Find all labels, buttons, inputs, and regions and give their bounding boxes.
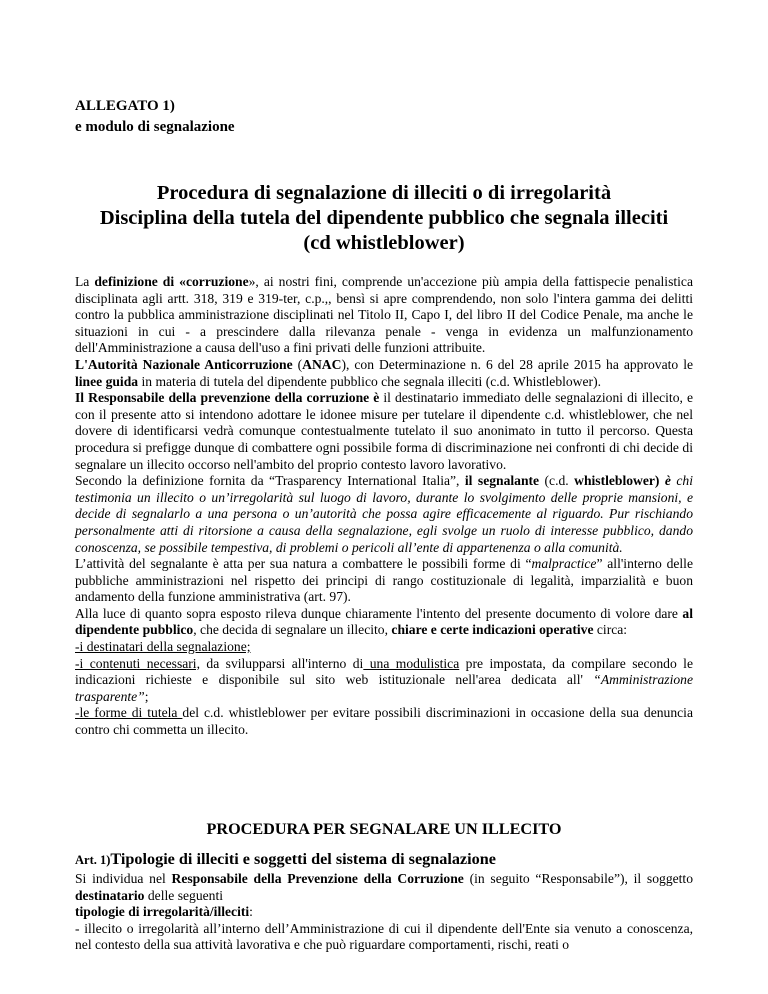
- corruption-definition-paragraph: La definizione di «corruzione», ai nostri fini, comprende un'accezione più ampia della fattispecie penalistica disciplinata agli artt. 318, 319 e 319-ter, c.p.,, bensì si apre comprendendo, non solo l'intera gamma dei delitti contro la pubblica amministrazione disciplinati nel Titolo II, Capo I, del libro II del Codice Penale, ma anche le situazioni in cui - a prescindere dalla rilevanza penale - venga in evidenza un malfunzionamento dell'Amministrazione a causa dell'uso a fini privati delle funzioni attribuite.: [75, 274, 693, 356]
- document-title-line-2: Disciplina della tutela del dipendente pubblico che segnala illeciti: [99, 207, 669, 229]
- article-1-paragraph-2: tipologie di irregolarità/illeciti:: [75, 904, 253, 920]
- whistleblower-definition-paragraph: Secondo la definizione fornita da “Trasparency International Italia”, il segnalante (c.d. whistleblower) è chi testimonia un illecito o un’irregolarità sul luogo di lavoro, durante lo svolgimento delle proprie mansioni, e decide di segnalarlo a una persona o un’autorità che possa agire efficacemente al riguardo. Pur rischiando personalmente atti di ritorsione a causa della segnalazione, egli svolge un ruolo di interesse pubblico, dando conoscenza, se possibile tempestiva, di problemi o pericoli all’ente di appartenenza o alla comunità.: [75, 473, 694, 555]
- article-1-title: Tipologie di illeciti e soggetti del sistema di segnalazione: [110, 850, 496, 868]
- section-heading: PROCEDURA PER SEGNALARE UN ILLECITO: [206, 820, 562, 838]
- intro-body: [75, 274, 693, 739]
- responsabile-paragraph: Il Responsabile della prevenzione della corruzione è il destinatario immediato delle segnalazioni di illecito, e con il presente atto si intendono adottare le idonee misure per tutelare il dipendente c.d. whistleblower, che nel dovere di identificarsi vedrà comunque contestualmente tutelato il suo anonimato in tutto il percorso. Questa procedura si prefigge dunque di combattere ogni possibile forma di discriminazione nei confronti di chi decide di segnalare un illecito occorso nell'ambito del proprio contesto lavoro lavorativo.: [75, 390, 693, 472]
- modulo-label: e modulo di segnalazione: [75, 119, 235, 135]
- intent-paragraph: Alla luce di quanto sopra esposto rileva dunque chiaramente l'intento del presente documento di volore dare al dipendente pubblico, che decida di segnalare un illecito, chiare e certe indicazioni operative circa:: [75, 605, 693, 638]
- list-item-tutela: -le forme di tutela del c.d. whistleblower per evitare possibili discriminazioni in occasione della sua denuncia contro chi commetta un illecito.: [75, 705, 693, 738]
- list-item-destinatari: -i destinatari della segnalazione;: [75, 639, 251, 655]
- article-1-paragraph-3: - illecito o irregolarità all’interno dell’Amministrazione di cui il dipendente dell'Ente sia venuto a conoscenza, nel contesto della sua attività lavorativa e che può riguardare comportamenti, rischi, reati o: [75, 920, 693, 953]
- document-title-line-3: (cd whistleblower): [303, 232, 465, 254]
- anac-paragraph: L'Autorità Nazionale Anticorruzione (ANAC), con Determinazione n. 6 del 28 aprile 2015 ha approvato le linee guida in materia di tutela del dipendente pubblico che segnala illeciti (c.d. Whistleblower).: [75, 356, 694, 389]
- article-1-number: Art. 1): [75, 853, 111, 867]
- article-1-body: [75, 871, 693, 954]
- list-item-contenuti: -i contenuti necessari, da svilupparsi all'interno di una modulistica pre impostata, da compilare secondo le indicazioni richieste e disponibile sul sito web istituzionale nell'area dedicata all' “Amministrazione trasparente”;: [75, 655, 693, 704]
- article-1-heading: [75, 849, 693, 870]
- document-title-line-1: Procedura di segnalazione di illeciti o di irregolarità: [156, 182, 612, 204]
- malpractice-paragraph: L’attività del segnalante è atta per sua natura a combattere le possibili forme di “malpractice” all'interno delle pubbliche amministrazioni nel rispetto dei principi di rango costituzionale di legalità, imparzialità e buon andamento della funzione amministrativa (art. 97).: [75, 556, 693, 605]
- article-1-paragraph-1: Si individua nel Responsabile della Prevenzione della Corruzione (in seguito “Responsabile”), il soggetto destinatario delle seguenti: [75, 871, 693, 903]
- allegato-label: ALLEGATO 1): [75, 98, 175, 114]
